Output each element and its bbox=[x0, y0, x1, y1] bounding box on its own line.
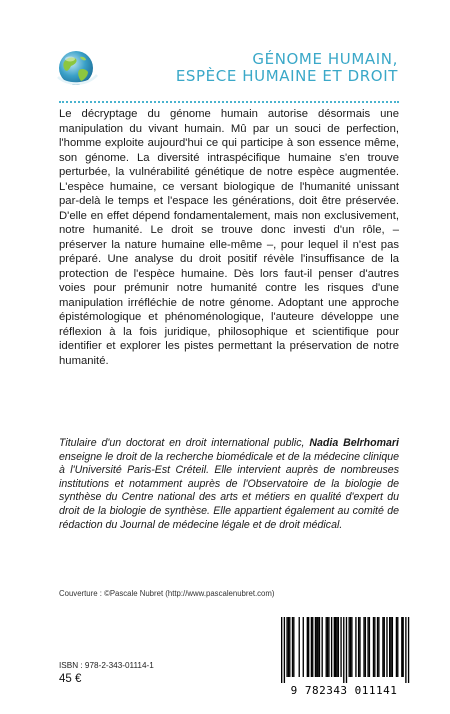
cover-credit: Couverture : ©Pascale Nubret (http://www.pascalenubret.com) bbox=[59, 589, 275, 598]
barcode bbox=[275, 617, 413, 705]
barcode-bar bbox=[331, 617, 332, 677]
barcode-bar bbox=[384, 617, 385, 677]
barcode-bar bbox=[316, 617, 317, 677]
barcode-bar bbox=[374, 617, 375, 677]
barcode-bar bbox=[307, 617, 308, 677]
barcode-bar bbox=[408, 617, 409, 683]
book-synopsis: Le décryptage du génome humain autorise désormais une manipulation du vivant humain. Mû par un souci de perfection, l'homme exploite aujourd'hui ce qui participe à son essence même, son génome. La diversité intraspécifique humaine s'en trouve perturbée, la vulnérabilité génétique de notre espèce augmentée. L'espèce humaine, ce versant biologique de l'humanité unissant par-delà le temps et l'espace les générations, doit être préservée. D'elle en effet dépend fondamentalement, mais non exclusivement, notre humanité. Le droit se trouve donc investi d'un rôle, – préserver la nature humaine elle-même –, pour lequel il n'est pas préparé. Une analyse du droit positif révèle l'insuffisance de la protection de l'espèce humaine. Dès lors faut-il penser d'autres voies pour prémunir notre humanité contre les risques d'une manipulation irréfléchie de notre génome. Adoptant une approche épistémologique et phénoménologique, l'auteure développe une réflexion à la fois juridique, philosophique et scientifique pour identifier et explorer les pistes permettant la préservation de notre humanité. bbox=[59, 108, 399, 367]
barcode-bar bbox=[322, 617, 323, 677]
barcode-bar bbox=[390, 617, 391, 677]
barcode-bar bbox=[355, 617, 356, 677]
barcode-bar bbox=[403, 617, 404, 677]
bio-rest: enseigne le droit de la recherche biomédicale et de la médecine clinique à l'Université Paris-Est Créteil. Elle intervient auprès de nombreuses institutions et notamment auprès de l'Observatoire de la biologie de synthèse du Centre national des arts et métiers en qualité d'expert du droit de la biologie de synthèse. Elle appartient également au comité de rédaction du Journal de médecine légale et de droit médical. bbox=[59, 450, 399, 531]
barcode-bar bbox=[367, 617, 368, 677]
barcode-bar bbox=[369, 617, 370, 677]
barcode-bar bbox=[350, 617, 351, 677]
barcode-bar bbox=[312, 617, 313, 677]
barcode-bar bbox=[293, 617, 294, 677]
barcode-bar bbox=[397, 617, 398, 677]
barcode-bar bbox=[288, 617, 289, 677]
price: 45 € bbox=[59, 673, 82, 685]
barcode-bar bbox=[336, 617, 337, 677]
barcode-bar bbox=[401, 617, 402, 677]
isbn: ISBN : 978-2-343-01114-1 bbox=[59, 661, 154, 670]
globe-logo-icon bbox=[55, 48, 101, 88]
barcode-bar bbox=[365, 617, 366, 677]
barcode-bar bbox=[311, 617, 312, 677]
barcode-bar bbox=[386, 617, 387, 677]
book-title-line-2: ESPÈCE HUMAINE ET DROIT bbox=[175, 67, 398, 85]
barcode-bar bbox=[334, 617, 335, 677]
dotted-divider bbox=[59, 101, 399, 103]
barcode-bar bbox=[299, 617, 300, 677]
barcode-bar bbox=[335, 617, 336, 677]
barcode-digits: 9 782343 011141 bbox=[290, 684, 398, 697]
barcode-bar bbox=[308, 617, 309, 677]
barcode-bar bbox=[377, 617, 378, 677]
barcode-bar bbox=[303, 617, 304, 677]
barcode-bar bbox=[338, 617, 339, 677]
barcode-bar bbox=[319, 617, 320, 677]
barcode-bar bbox=[358, 617, 359, 677]
barcode-bar bbox=[292, 617, 293, 677]
bio-lead: Titulaire d'un doctorat en droit international public, bbox=[59, 437, 305, 449]
barcode-bar bbox=[405, 617, 406, 683]
barcode-bar bbox=[326, 617, 327, 677]
barcode-bar bbox=[340, 617, 341, 677]
barcode-bar bbox=[359, 617, 360, 677]
barcode-bar bbox=[396, 617, 397, 677]
barcode-bar bbox=[343, 617, 344, 683]
barcode-bar bbox=[281, 617, 282, 683]
barcode-bar bbox=[349, 617, 350, 677]
barcode-bar bbox=[351, 617, 352, 677]
barcode-bar bbox=[284, 617, 285, 683]
barcode-bar bbox=[382, 617, 383, 677]
book-title bbox=[176, 51, 398, 85]
author-name: Nadia Belrhomari bbox=[309, 437, 399, 449]
barcode-bar bbox=[378, 617, 379, 677]
barcode-bar bbox=[289, 617, 290, 677]
barcode-bar bbox=[317, 617, 318, 677]
barcode-bar bbox=[389, 617, 390, 677]
barcode-bars bbox=[275, 617, 413, 683]
barcode-bar bbox=[328, 617, 329, 677]
barcode-bar bbox=[315, 617, 316, 677]
book-title-line-1: GÉNOME HUMAIN, bbox=[252, 50, 398, 68]
barcode-bar bbox=[327, 617, 328, 677]
barcode-bar bbox=[346, 617, 347, 683]
author-bio bbox=[59, 437, 399, 532]
barcode-bar bbox=[363, 617, 364, 677]
barcode-bar bbox=[392, 617, 393, 677]
barcode-bar bbox=[286, 617, 287, 677]
barcode-bar bbox=[373, 617, 374, 677]
